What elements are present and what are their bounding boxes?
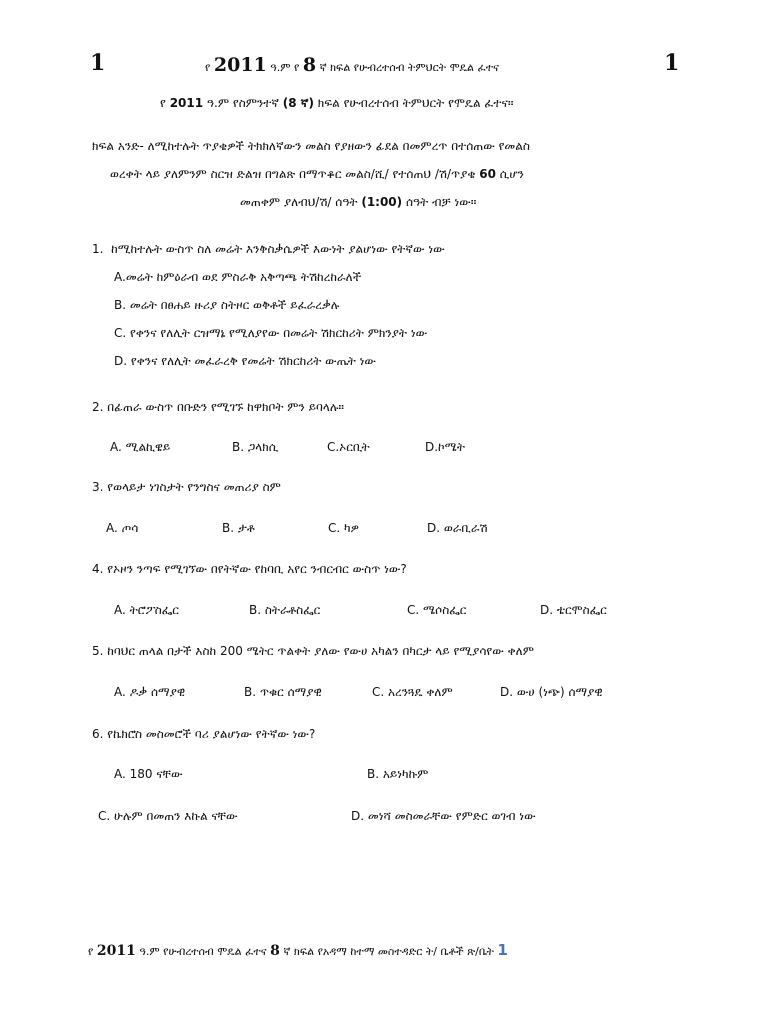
question-3-option-c[interactable]: C. ካዎ: [328, 521, 360, 535]
instructions-line-3: [240, 195, 476, 210]
question-1-option-d[interactable]: D. የቀንና የለሊት መፈራረቅ የመሬት ሽክርከሪት ውጤት ነው: [114, 354, 376, 368]
header-pre-year: የ: [205, 61, 211, 74]
question-6-option-a[interactable]: A. 180 ናቸው: [114, 767, 183, 781]
question-6-option-d[interactable]: D. መነሻ መስመራቸው የምድር ወገብ ነው: [351, 809, 536, 823]
question-5: [92, 644, 534, 659]
question-5-option-b[interactable]: B. ጥቁር ሰማያዊ: [244, 685, 322, 699]
question-text: ከሚከተሉት ውስጥ ስለ መሬት እንቅስቃሴዎች እውነት ያልሆነው የትኛው ነው: [111, 242, 445, 256]
question-text: የኦዞን ንጣፍ የሚገኘው በየትኛው የከባቢ አየር ንብርብር ውስጥ ነው?: [107, 562, 407, 576]
instructions-line-2: [110, 167, 524, 182]
question-number: 6.: [92, 727, 104, 741]
question-4-option-d[interactable]: D. ቴርሞስፌር: [540, 603, 607, 617]
instructions-line-1: ክፍል አንድ- ለሚከተሉት ጥያቄዎች ትክክለኛውን መልስ የያዘውን ፊደል በመምረጥ በተሰጠው የመልስ: [92, 139, 530, 153]
page-number-right: 1: [664, 50, 680, 76]
question-2-option-b[interactable]: B. ጋላክሲ: [232, 440, 279, 454]
question-4: [92, 562, 407, 577]
question-4-option-a[interactable]: A. ትሮፖስፌር: [114, 603, 179, 617]
footer-grade: 8: [270, 943, 280, 959]
question-2-option-a[interactable]: A. ሚልኪዌይ: [110, 440, 171, 454]
question-number: 2.: [92, 400, 104, 414]
question-count: 60: [479, 167, 496, 181]
instructions-line-3-end: ሰዓት ብቻ ነው።: [405, 195, 477, 209]
question-3-option-b[interactable]: B. ታቶ: [222, 521, 255, 535]
question-6-option-c[interactable]: C. ሁሉም በመጠን እኩል ናቸው: [98, 809, 238, 823]
question-2: [92, 400, 344, 415]
footer-pre: የ: [88, 945, 94, 958]
question-text: ከባህር ጠላል በታች እስከ 200 ሜትር ጥልቀት ያለው የውሀ አካልን በካርታ ላይ የሚያሳየው ቀለም: [107, 644, 534, 658]
question-2-option-c[interactable]: C.ኦርቢት: [327, 440, 370, 454]
header-rest: ኛ ክፍል የሁብረተሰብ ትምህርት ሞዴል ፈተና: [319, 61, 499, 74]
instructions-line-2-end: ሲሆን: [499, 167, 524, 181]
header-year: 2011: [213, 54, 267, 76]
question-text: በፊጠራ ውስጥ በቡድን የሚገኙ ከዋክቦት ምን ይባላሉ።: [107, 400, 344, 414]
page-footer: [88, 941, 508, 959]
question-number: 4.: [92, 562, 104, 576]
question-4-option-b[interactable]: B. ስትራቶስፌር: [249, 603, 321, 617]
question-1-option-c[interactable]: C. የቀንና የለሊት ርዝማኔ የሚለያየው በመሬት ሽክርከሪት ምክንያት ነው: [114, 326, 428, 340]
question-1-option-b[interactable]: B. መሬት በፀሐይ ዙሪያ ስትዞር ወቅቶች ይፈራረቃሉ: [114, 298, 340, 312]
question-number: 3.: [92, 480, 104, 494]
question-3-option-a[interactable]: A. ጦሳ: [106, 521, 139, 535]
document-title: [160, 96, 513, 111]
question-3-option-d[interactable]: D. ወራቢራሽ: [427, 521, 488, 535]
footer-mid: ዓ.ም የሁብረተሰብ ሞዴል ፈተና: [139, 945, 267, 958]
running-header: [205, 54, 499, 76]
title-grade: (8 ኛ): [282, 96, 314, 110]
question-5-option-a[interactable]: A. ዶቃ ሰማያዊ: [114, 685, 186, 699]
question-number: 1.: [92, 242, 104, 256]
title-rest: ክፍል የሁብረተሰብ ትምህርት የሞዴል ፈተና።: [317, 96, 514, 110]
question-3: [92, 480, 281, 495]
question-number: 5.: [92, 644, 104, 658]
question-6-option-b[interactable]: B. አይነካኩም: [367, 767, 429, 781]
question-5-option-c[interactable]: C. አረንጓዴ ቀለም: [372, 685, 453, 699]
instructions-line-3-text: መጠቀም ያለብህ/ሽ/ ሰዓት: [240, 195, 358, 209]
question-2-option-d[interactable]: D.ኮሜት: [425, 440, 465, 454]
question-1: [92, 242, 445, 257]
page-number-left: 1: [90, 50, 106, 76]
question-5-option-d[interactable]: D. ውሀ (ነጭ) ሰማያዊ: [500, 685, 603, 699]
instructions-line-2-text: ወረቀት ላይ ያለምንም ስርዝ ድልዝ በግልጽ በማጥቆር መልስ/ሺ/ የተሰጠህ /ሽ/ጥያቄ: [110, 167, 476, 181]
header-grade: 8: [302, 54, 317, 76]
time-allowed: (1:00): [361, 195, 403, 209]
footer-year: 2011: [96, 943, 136, 959]
footer-page-number: 1: [497, 941, 508, 959]
header-mid: ዓ.ም የ: [270, 61, 300, 74]
question-text: የኬክሮስ መስመሮች ባሪ ያልሆነው የትኛው ነው?: [107, 727, 316, 741]
title-year: 2011: [169, 96, 204, 110]
question-text: የወላይታ ነገስታት የንግስና መጠሪያ ስም: [107, 480, 281, 494]
footer-rest: ኛ ክፍል የአዳማ ከተማ መስተዳድር ት/ ቤቶች ጽ/ቤት: [283, 945, 494, 958]
question-1-option-a[interactable]: A.መሬት ከምዕራብ ወደ ምስራቅ አቅጣጫ ትሽከረከራለች: [114, 270, 362, 284]
title-pre: የ: [160, 96, 166, 110]
title-mid: ዓ.ም የስምንተኛ: [206, 96, 279, 110]
question-4-option-c[interactable]: C. ሜሶስፌር: [407, 603, 467, 617]
question-6: [92, 727, 315, 742]
